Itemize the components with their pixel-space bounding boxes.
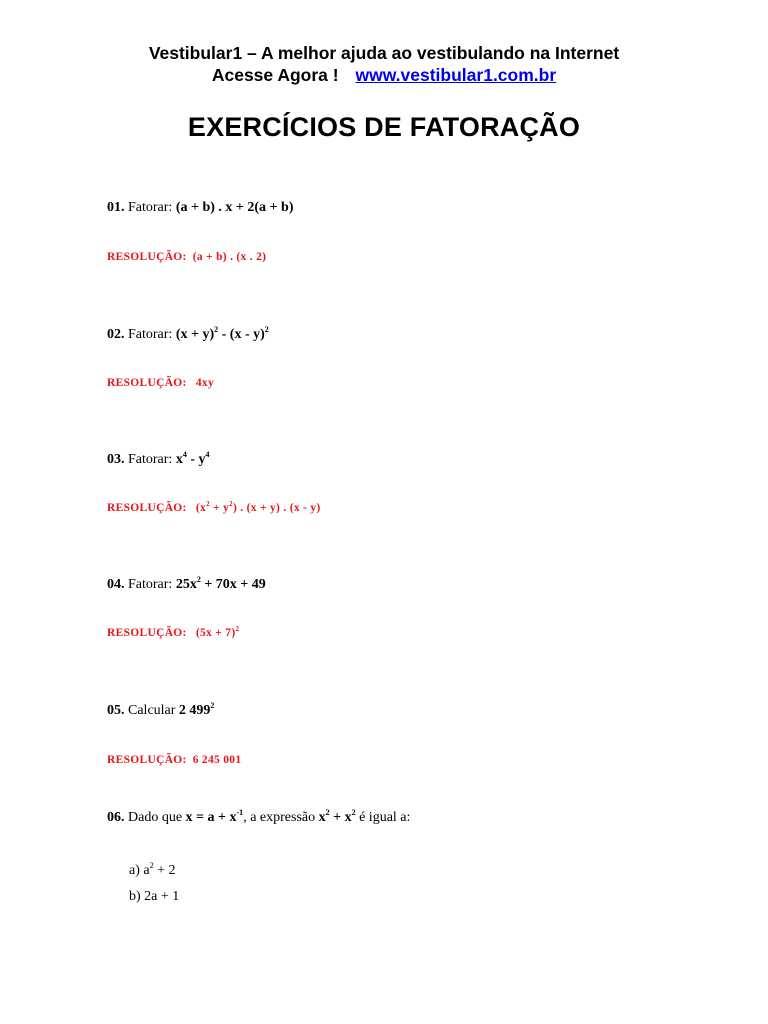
exercise-number: 05. xyxy=(107,703,125,718)
exercise-number: 01. xyxy=(107,200,125,215)
exercise-expression: $x^2 + x^2$ xyxy=(318,808,356,825)
exercise-number: 06. xyxy=(107,810,125,825)
exercise-text: , a expressão xyxy=(243,810,316,825)
access-line xyxy=(0,64,768,86)
resolution-05 xyxy=(107,754,241,766)
exercise-text: é igual a: xyxy=(359,810,411,825)
site-header xyxy=(0,42,768,86)
resolution-03 xyxy=(107,502,321,514)
exercise-verb: Fatorar: xyxy=(128,452,173,467)
exercise-05 xyxy=(107,703,214,719)
resolution-answer: $(5x + 7)^2$ xyxy=(195,625,240,639)
resolution-label: RESOLUÇÃO: xyxy=(107,377,187,389)
exercise-verb: Calcular xyxy=(128,703,176,718)
exercise-number: 02. xyxy=(107,327,125,342)
site-tagline: Vestibular1 – A melhor ajuda ao vestibulando na Internet xyxy=(148,43,620,63)
resolution-04 xyxy=(107,627,239,639)
resolution-label: RESOLUÇÃO: xyxy=(107,754,187,766)
exercise-expression: (a + b) . x + 2(a + b) xyxy=(175,200,294,215)
exercise-text: Dado que xyxy=(128,810,183,825)
exercise-04 xyxy=(107,577,266,593)
exercise-expression: $(x + y)^2 - (x - y)^2$ xyxy=(175,325,269,342)
exercise-number: 04. xyxy=(107,577,125,592)
resolution-label: RESOLUÇÃO: xyxy=(107,251,187,263)
resolution-label: RESOLUÇÃO: xyxy=(107,502,187,514)
resolution-answer: (a + b) . (x . 2) xyxy=(192,251,267,263)
resolution-01 xyxy=(107,251,266,263)
exercise-verb: Fatorar: xyxy=(128,200,173,215)
exercise-expression: $x^4 - y^4$ xyxy=(175,450,210,467)
site-link[interactable]: www.vestibular1.com.br xyxy=(355,65,557,85)
exercise-expression: $x = a + x^{-1}$ xyxy=(185,808,244,825)
exercise-number: 03. xyxy=(107,452,125,467)
exercise-expression: $25x^2 + 70x + 49$ xyxy=(175,575,266,592)
option-a: a) $a^2 + 2$ xyxy=(129,861,176,878)
access-prefix: Acesse Agora ! xyxy=(211,65,339,85)
resolution-label: RESOLUÇÃO: xyxy=(107,627,187,639)
exercise-01 xyxy=(107,200,293,216)
exercise-verb: Fatorar: xyxy=(128,577,173,592)
page-title: EXERCÍCIOS DE FATORAÇÃO xyxy=(187,112,581,142)
exercise-06 xyxy=(107,810,410,826)
option-b: b) 2a + 1 xyxy=(129,889,180,904)
exercise-expression: 2 $499^2$ xyxy=(178,701,215,718)
resolution-answer: 4xy xyxy=(195,377,215,389)
exercise-02 xyxy=(107,327,269,343)
resolution-answer: 6 245 001 xyxy=(192,754,242,766)
resolution-02 xyxy=(107,377,214,389)
exercise-verb: Fatorar: xyxy=(128,327,173,342)
exercise-03 xyxy=(107,452,210,468)
resolution-answer: $(x^2 + y^2)$ . (x + y) . (x - y) xyxy=(195,500,321,514)
